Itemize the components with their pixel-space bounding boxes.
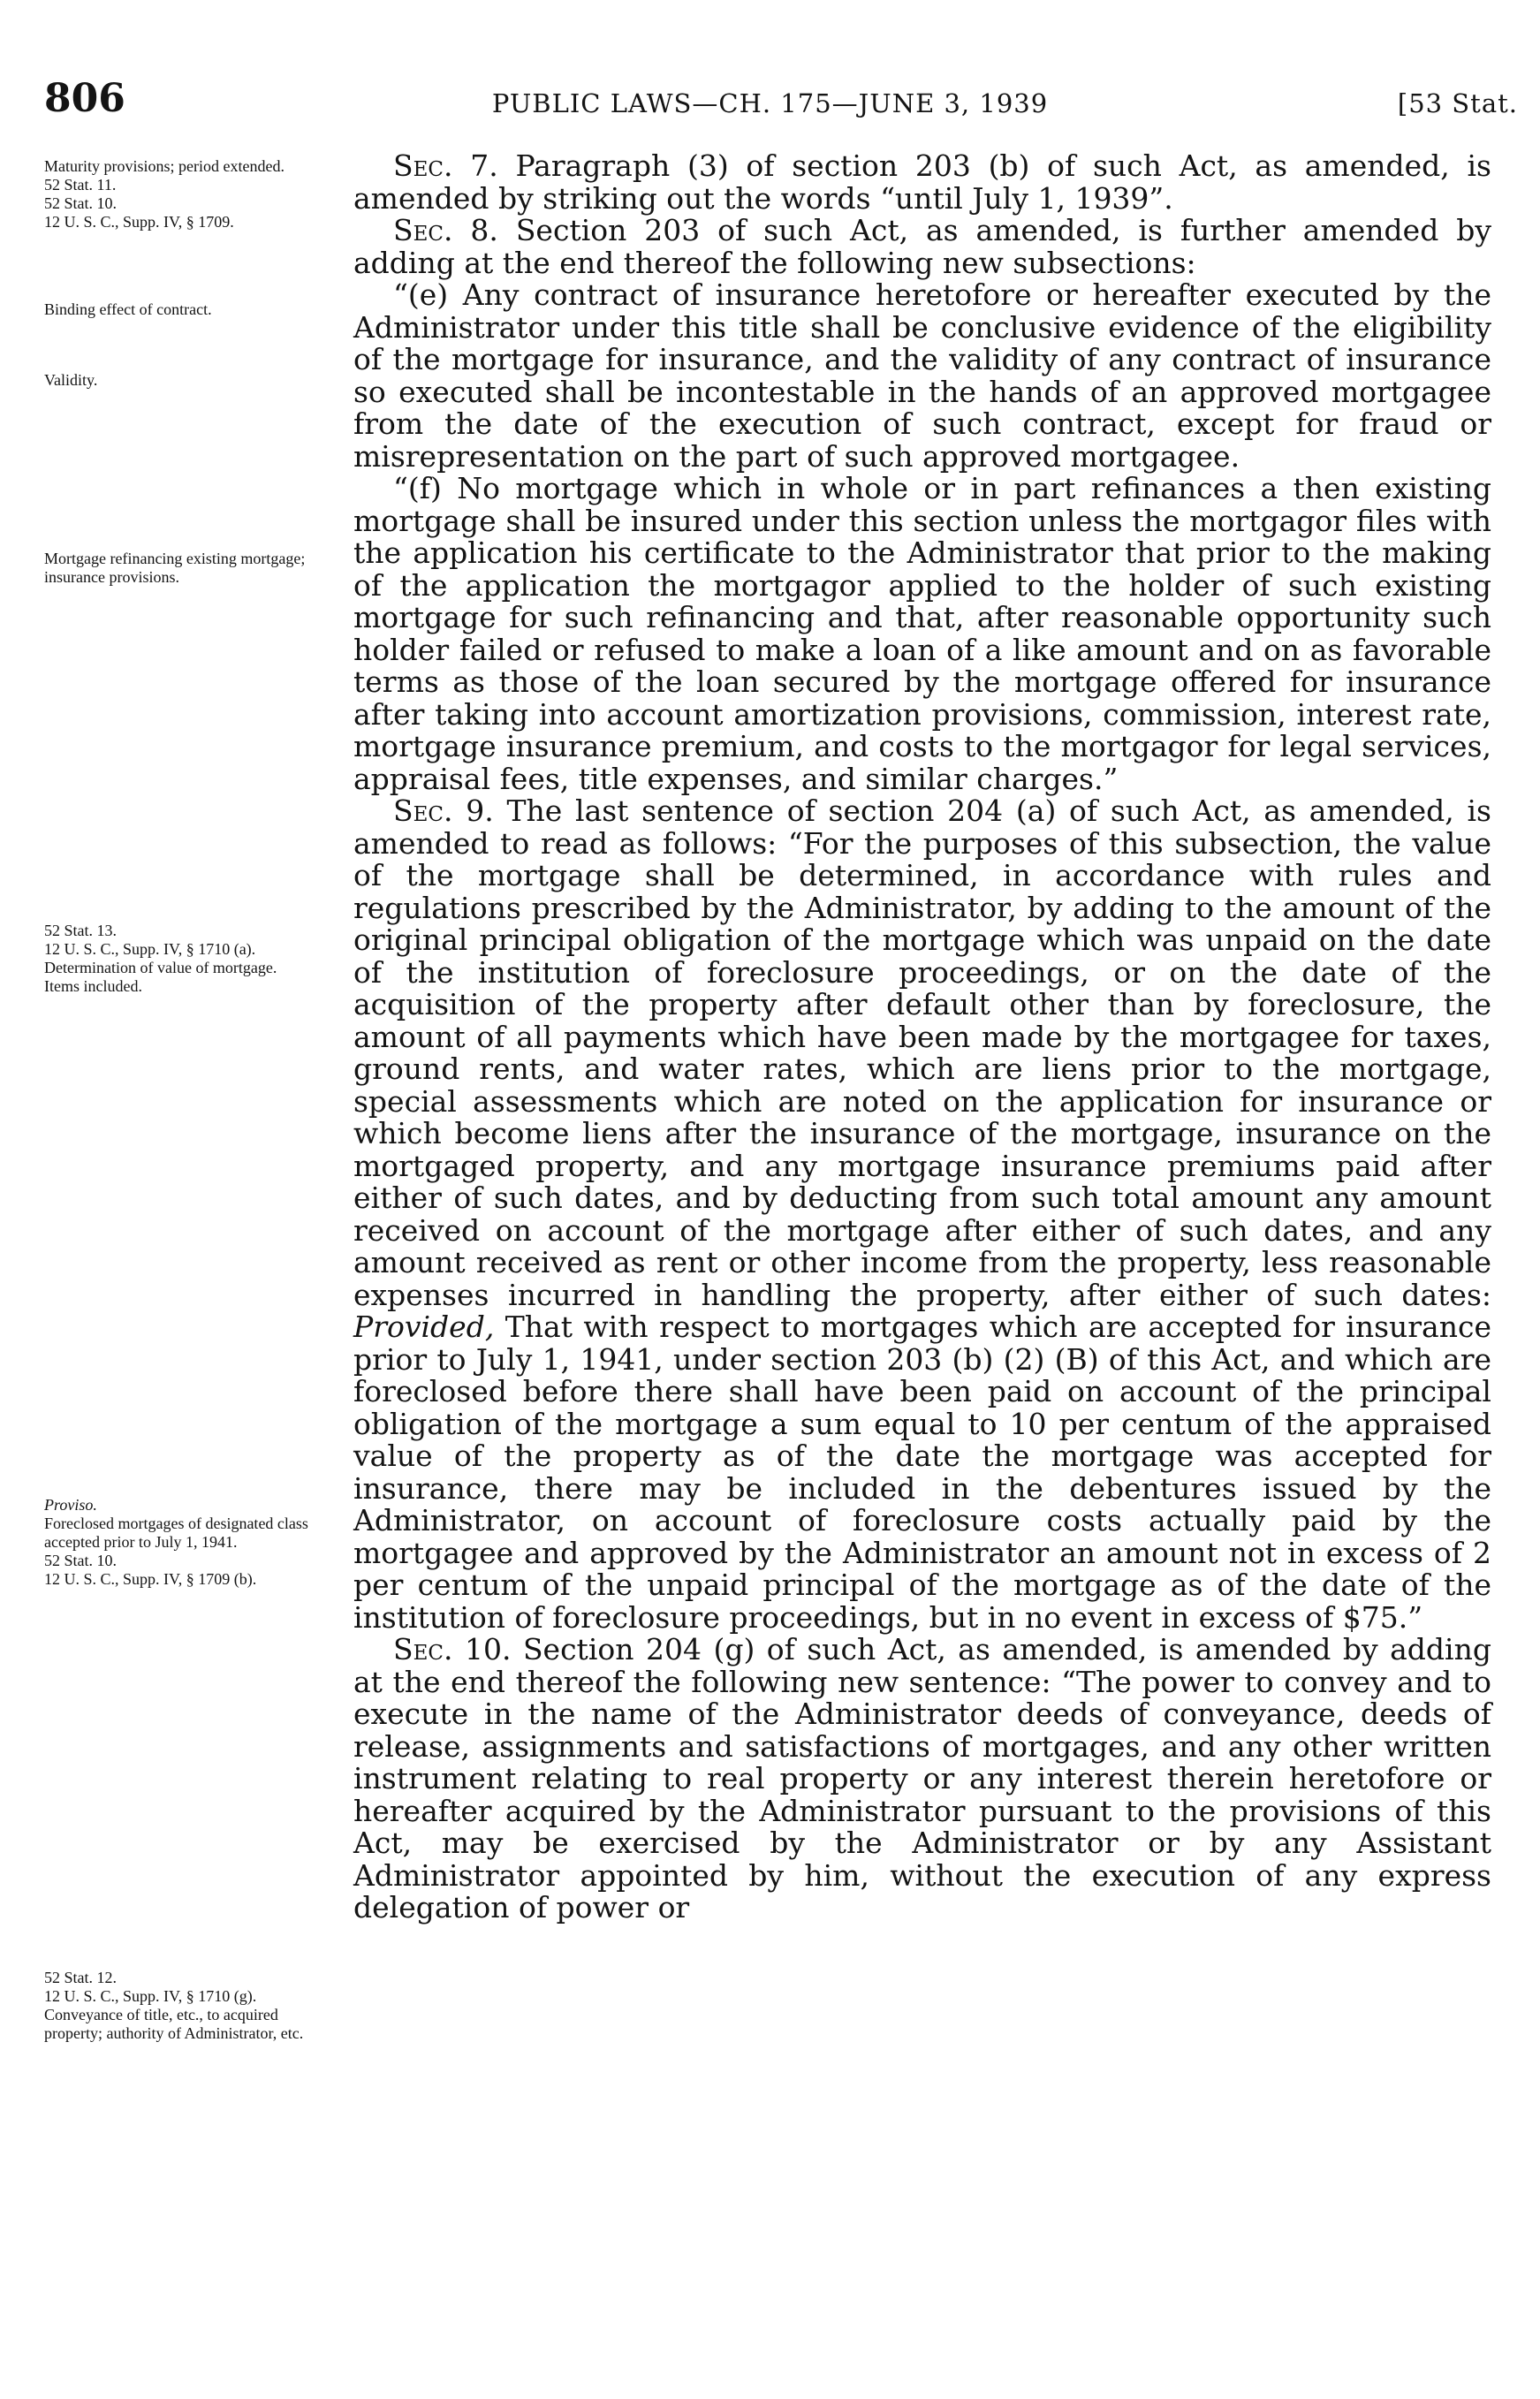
section-9: Sec. 9. The last sentence of section 204 (a) of such Act, as amended, is amended to read as follows: “For the purposes of this subsection, the value of the mortgage shall be determined, in accordance with rules and regulations prescribed by the Administrator, by adding to the amount of the original principal obligation of the mortgage which was unpaid on the date of the institution of foreclosure proceedings, or on the date of the acquisition of the property after default other than by foreclosure, the amount of all payments which have been made by the mortgagee for taxes, ground rents, and water rates, which are liens prior to the mortgage, special assessments which are noted on the application for insurance or which become liens after the insurance of the mortgage, insurance on the mortgaged property, and any mortgage insurance premiums paid after either of such dates, and by deducting from such total amount any amount received on account of the mortgage after either of such dates, and any amount received as rent or other income from the property, less reasonable expenses incurred in handling the property, after either of such dates: Provided, That with respect to mortgages which are accepted for insurance prior to July 1, 1941, under section 203 (b) (2) (B) of this Act, and which are foreclosed before there shall have been paid on account of the principal obligation of the mortgage a sum equal to 10 per centum of the appraised value of the property as of the date the mortgage was accepted for insurance, there may be included in the debentures issued by the Administrator, on account of foreclosure costs actually paid by the mortgagee and approved by the Administrator an amount not in excess of 2 per centum of the unpaid principal of the mortgage as of the date of the institution of foreclosure proceedings, but in no event in excess of $75.” bbox=[353, 793, 1491, 1635]
proviso-label: Proviso. bbox=[44, 1496, 97, 1514]
margin-note-proviso: Proviso. Foreclosed mortgages of designated class accepted prior to July 1, 1941. 52 Stat. 10. 12 U. S. C., Supp. IV, § 1709 (b). bbox=[44, 1496, 318, 1589]
margin-note-binding-effect: Binding effect of contract. bbox=[44, 300, 212, 318]
margin-note-determination: 52 Stat. 13. 12 U. S. C., Supp. IV, § 1710 (a). Determination of value of mortgage. Items included. bbox=[44, 922, 277, 995]
page-number: 806 bbox=[44, 76, 125, 121]
section-7: Sec. 7. Paragraph (3) of section 203 (b) of such Act, as amended, is amended by striking out the words “until July 1, 1939”. bbox=[353, 148, 1491, 216]
margin-note-validity: Validity. bbox=[44, 371, 98, 389]
volume-reference: [53 Stat. bbox=[1397, 88, 1518, 118]
section-10: Sec. 10. Section 204 (g) of such Act, as amended, is amended by adding at the end thereof the following new sentence: “The power to convey and to execute in the name of the Administrator deeds of conveyance, deeds of release, assignments and satisfactions of mortgages, and any other written instrument relating to real property or any interest therein heretofore or hereafter acquired by the Administrator pursuant to the provisions of this Act, may be exercised by the Administrator or by any Assistant Administrator appointed by him, without the execution of any express delegation of power or bbox=[353, 1632, 1491, 1925]
margin-note-refinancing: Mortgage refinancing existing mortgage; insurance provisions. bbox=[44, 550, 306, 586]
margin-note-conveyance: 52 Stat. 12. 12 U. S. C., Supp. IV, § 1710 (g). Conveyance of title, etc., to acquired property; authority of Administrator, etc. bbox=[44, 1969, 304, 2042]
statute-body bbox=[353, 150, 1491, 1925]
subsection-f: “(f) No mortgage which in whole or in part refinances a then existing mortgage shall be insured under this section unless the mortgagor files with the application his certificate to the Administrator that prior to the making of the application the mortgagor applied to the holder of such existing mortgage for such refinancing and that, after reasonable opportunity such holder failed or refused to make a loan of a like amount and on as favorable terms as those of the loan secured by the mortgage offered for insurance after taking into account amortization provisions, commission, interest rate, mortgage insurance premium, and costs to the mortgagor for legal services, appraisal fees, title expenses, and similar charges.” bbox=[353, 471, 1491, 796]
running-title: PUBLIC LAWS—CH. 175—JUNE 3, 1939 bbox=[491, 88, 1049, 118]
provided-keyword: Provided, bbox=[353, 1310, 495, 1344]
subsection-e: “(e) Any contract of insurance heretofore or hereafter executed by the Administrator under this title shall be conclusive evidence of the eligibility of the mortgage for insurance, and the validity of any contract of insurance so executed shall be incontestable in the hands of an approved mortgagee from the date of the execution of such contract, except for fraud or misrepresentation on the part of such approved mortgagee. bbox=[353, 277, 1491, 474]
margin-note-maturity: Maturity provisions; period extended. 52 Stat. 11. 52 Stat. 10. 12 U. S. C., Supp. IV, § 1709. bbox=[44, 157, 284, 231]
section-8: Sec. 8. Section 203 of such Act, as amended, is further amended by adding at the end thereof the following new subsections: bbox=[353, 213, 1491, 280]
